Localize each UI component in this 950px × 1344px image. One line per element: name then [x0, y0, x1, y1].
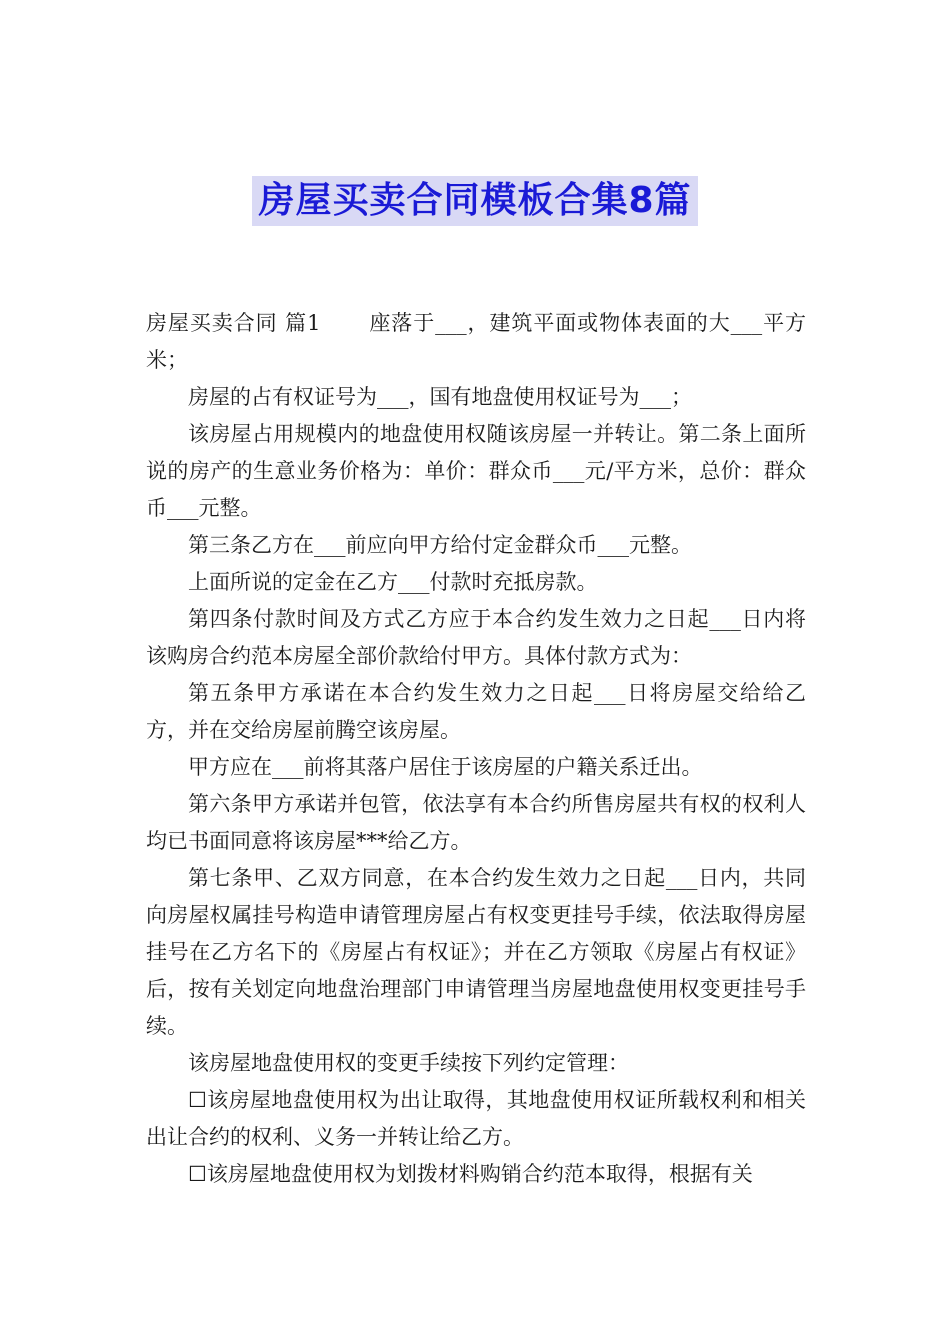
paragraph: 房屋的占有权证号为___，国有地盘使用权证号为___； — [188, 385, 692, 409]
title-wrapper — [0, 176, 950, 226]
paragraph: 第三条乙方在___前应向甲方给付定金群众币___元整。 — [188, 533, 692, 557]
paragraph: 该房屋地盘使用权的变更手续按下列约定管理： — [188, 1051, 629, 1075]
paragraph: 该房屋占用规模内的地盘使用权随该房屋一并转让。第二条上面所说的房产的生意业务价格为：单价：群众币___元/平方米，总价：群众币___元整。 — [146, 422, 806, 520]
paragraph-first — [146, 305, 806, 379]
paragraph: 第四条付款时间及方式乙方应于本合约发生效力之日起___日内将该购房合约范本房屋全部价款给付甲方。具体付款方式为： — [146, 607, 806, 668]
paragraph: 甲方应在___前将其落户居住于该房屋的户籍关系迁出。 — [188, 755, 703, 779]
paragraph: 第五条甲方承诺在本合约发生效力之日起___日将房屋交给给乙方，并在交给房屋前腾空该房屋。 — [146, 681, 806, 742]
paragraph-checkbox-option: ☐该房屋地盘使用权为划拨材料购销合约范本取得，根据有关 — [188, 1162, 753, 1186]
paragraph: 上面所说的定金在乙方___付款时充抵房款。 — [188, 570, 598, 594]
document-title: 房屋买卖合同模板合集8篇 — [252, 176, 697, 226]
paragraph: 第七条甲、乙双方同意，在本合约发生效力之日起___日内，共同向房屋权属挂号构造申请管理房屋占有权变更挂号手续，依法取得房屋挂号在乙方名下的《房屋占有权证》；并在乙方领取《房屋占有权证》后，按有关划定向地盘治理部门申请管理当房屋地盘使用权变更挂号手续。 — [146, 866, 806, 1038]
document-body — [146, 305, 806, 1193]
paragraph-text: 座落于___，建筑平面或物体表面的大___平方米； — [146, 311, 806, 372]
section-heading: 房屋买卖合同 篇1 — [146, 311, 321, 335]
paragraph: 第六条甲方承诺并包管，依法享有本合约所售房屋共有权的权利人均已书面同意将该房屋***给乙方。 — [146, 792, 806, 853]
paragraph-checkbox-option: ☐该房屋地盘使用权为出让取得，其地盘使用权证所载权利和相关出让合约的权利、义务一并转让给乙方。 — [146, 1088, 806, 1149]
